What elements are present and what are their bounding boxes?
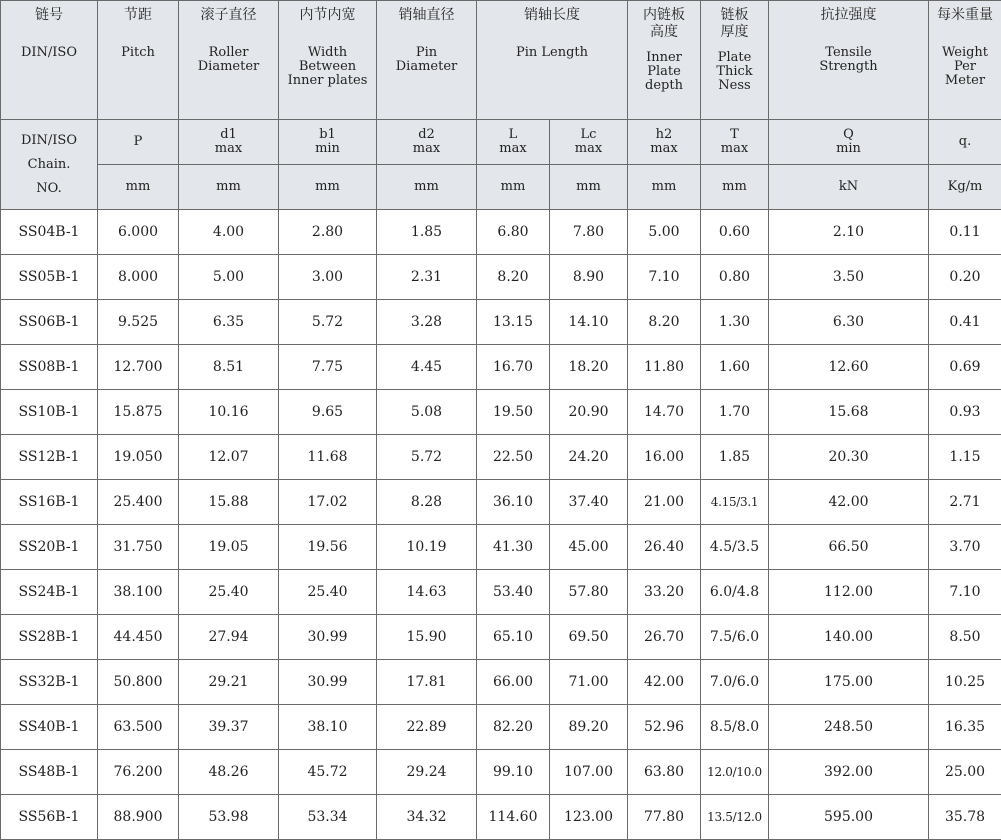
- cell-weight: 0.93: [929, 390, 1001, 435]
- header-weight-per-meter: 每米重量 Weight Per Meter: [929, 1, 1001, 120]
- cell-chain-no: SS56B-1: [1, 795, 98, 840]
- cell-tensile-strength: 595.00: [769, 795, 929, 840]
- cell-inner-width: 25.40: [279, 570, 377, 615]
- header-chain-no-sub: DIN/ISO Chain. NO.: [1, 120, 98, 210]
- cell-pin-length-l: 114.60: [477, 795, 550, 840]
- symbol-lc: Lc max: [550, 120, 628, 165]
- cell-plate-depth: 21.00: [628, 480, 701, 525]
- cell-plate-thickness: 1.60: [701, 345, 769, 390]
- unit-d2: mm: [377, 165, 477, 210]
- symbol-h2: h2 max: [628, 120, 701, 165]
- cell-pin-diameter: 10.19: [377, 525, 477, 570]
- header-pitch: 节距 Pitch: [98, 1, 179, 120]
- symbol-d2: d2 max: [377, 120, 477, 165]
- cell-pin-length-l: 66.00: [477, 660, 550, 705]
- header-chain-no: 链号 DIN/ISO: [1, 1, 98, 120]
- cell-pin-length-lc: 37.40: [550, 480, 628, 525]
- cell-pitch: 19.050: [98, 435, 179, 480]
- cell-weight: 0.41: [929, 300, 1001, 345]
- cell-tensile-strength: 12.60: [769, 345, 929, 390]
- cell-pin-length-lc: 24.20: [550, 435, 628, 480]
- cell-plate-thickness: 0.80: [701, 255, 769, 300]
- cell-weight: 8.50: [929, 615, 1001, 660]
- cell-pin-diameter: 8.28: [377, 480, 477, 525]
- table-row: [1, 210, 1001, 255]
- cell-pin-diameter: 5.08: [377, 390, 477, 435]
- cell-pin-length-l: 82.20: [477, 705, 550, 750]
- cell-pin-length-l: 22.50: [477, 435, 550, 480]
- cell-roller-diameter: 10.16: [179, 390, 279, 435]
- unit-pitch: mm: [98, 165, 179, 210]
- cell-pin-length-lc: 107.00: [550, 750, 628, 795]
- cell-roller-diameter: 4.00: [179, 210, 279, 255]
- table-row: [1, 435, 1001, 480]
- cell-plate-depth: 11.80: [628, 345, 701, 390]
- cell-pitch: 50.800: [98, 660, 179, 705]
- cell-tensile-strength: 3.50: [769, 255, 929, 300]
- cell-roller-diameter: 27.94: [179, 615, 279, 660]
- cell-pin-length-l: 53.40: [477, 570, 550, 615]
- cell-inner-width: 9.65: [279, 390, 377, 435]
- cell-tensile-strength: 392.00: [769, 750, 929, 795]
- cell-roller-diameter: 6.35: [179, 300, 279, 345]
- cell-pitch: 25.400: [98, 480, 179, 525]
- header-roller-diameter: 滚子直径 Roller Diameter: [179, 1, 279, 120]
- unit-weight: Kg/m: [929, 165, 1001, 210]
- cell-inner-width: 30.99: [279, 660, 377, 705]
- cell-inner-width: 53.34: [279, 795, 377, 840]
- cell-roller-diameter: 48.26: [179, 750, 279, 795]
- cell-pin-length-lc: 57.80: [550, 570, 628, 615]
- cell-weight: 35.78: [929, 795, 1001, 840]
- cell-inner-width: 3.00: [279, 255, 377, 300]
- cell-roller-diameter: 53.98: [179, 795, 279, 840]
- table-row: [1, 525, 1001, 570]
- symbol-d1: d1 max: [179, 120, 279, 165]
- cell-pitch: 15.875: [98, 390, 179, 435]
- cell-plate-thickness: 0.60: [701, 210, 769, 255]
- unit-b1: mm: [279, 165, 377, 210]
- cell-pin-length-l: 65.10: [477, 615, 550, 660]
- cell-weight: 0.69: [929, 345, 1001, 390]
- unit-h2: mm: [628, 165, 701, 210]
- cell-pin-length-l: 41.30: [477, 525, 550, 570]
- cell-tensile-strength: 2.10: [769, 210, 929, 255]
- header-tensile-strength: 抗拉强度 Tensile Strength: [769, 1, 929, 120]
- cell-weight: 2.71: [929, 480, 1001, 525]
- cell-pin-length-lc: 14.10: [550, 300, 628, 345]
- cell-plate-depth: 42.00: [628, 660, 701, 705]
- cell-plate-depth: 26.70: [628, 615, 701, 660]
- cell-pin-length-lc: 123.00: [550, 795, 628, 840]
- cell-plate-depth: 5.00: [628, 210, 701, 255]
- cell-pin-diameter: 17.81: [377, 660, 477, 705]
- cell-pin-length-lc: 71.00: [550, 660, 628, 705]
- cell-chain-no: SS24B-1: [1, 570, 98, 615]
- cell-chain-no: SS05B-1: [1, 255, 98, 300]
- cell-plate-depth: 63.80: [628, 750, 701, 795]
- cell-pitch: 9.525: [98, 300, 179, 345]
- cell-plate-thickness: 8.5/8.0: [701, 705, 769, 750]
- table-row: [1, 570, 1001, 615]
- cell-chain-no: SS12B-1: [1, 435, 98, 480]
- cell-plate-thickness: 6.0/4.8: [701, 570, 769, 615]
- cell-pin-diameter: 22.89: [377, 705, 477, 750]
- cell-plate-depth: 26.40: [628, 525, 701, 570]
- cell-pin-diameter: 29.24: [377, 750, 477, 795]
- cell-inner-width: 7.75: [279, 345, 377, 390]
- cell-chain-no: SS16B-1: [1, 480, 98, 525]
- table-row: [1, 750, 1001, 795]
- header-pin-length: 销轴长度 Pin Length: [477, 1, 628, 120]
- cell-pitch: 6.000: [98, 210, 179, 255]
- cell-weight: 0.11: [929, 210, 1001, 255]
- table-row: [1, 795, 1001, 840]
- header-inner-plate-depth: 内链板 高度 Inner Plate depth: [628, 1, 701, 120]
- cell-weight: 3.70: [929, 525, 1001, 570]
- header-pin-diameter: 销轴直径 Pin Diameter: [377, 1, 477, 120]
- header-plate-thickness: 链板 厚度 Plate Thick Ness: [701, 1, 769, 120]
- cell-plate-thickness: 1.70: [701, 390, 769, 435]
- cell-tensile-strength: 6.30: [769, 300, 929, 345]
- cell-pin-length-lc: 20.90: [550, 390, 628, 435]
- cell-pin-length-lc: 89.20: [550, 705, 628, 750]
- cell-inner-width: 30.99: [279, 615, 377, 660]
- cell-roller-diameter: 12.07: [179, 435, 279, 480]
- cell-pin-length-l: 99.10: [477, 750, 550, 795]
- cell-plate-depth: 14.70: [628, 390, 701, 435]
- symbol-t: T max: [701, 120, 769, 165]
- cell-pin-length-l: 16.70: [477, 345, 550, 390]
- cell-inner-width: 2.80: [279, 210, 377, 255]
- table-row: [1, 300, 1001, 345]
- cell-tensile-strength: 112.00: [769, 570, 929, 615]
- cell-pin-length-lc: 69.50: [550, 615, 628, 660]
- table-row: [1, 615, 1001, 660]
- cell-plate-thickness: 4.15/3.1: [701, 480, 769, 525]
- cell-tensile-strength: 20.30: [769, 435, 929, 480]
- cell-plate-depth: 7.10: [628, 255, 701, 300]
- cell-inner-width: 17.02: [279, 480, 377, 525]
- table-row: [1, 705, 1001, 750]
- cell-chain-no: SS28B-1: [1, 615, 98, 660]
- cell-weight: 7.10: [929, 570, 1001, 615]
- cell-weight: 10.25: [929, 660, 1001, 705]
- unit-t: mm: [701, 165, 769, 210]
- unit-l: mm: [477, 165, 550, 210]
- cell-chain-no: SS32B-1: [1, 660, 98, 705]
- cell-weight: 25.00: [929, 750, 1001, 795]
- cell-weight: 1.15: [929, 435, 1001, 480]
- cell-pitch: 63.500: [98, 705, 179, 750]
- cell-inner-width: 45.72: [279, 750, 377, 795]
- cell-roller-diameter: 8.51: [179, 345, 279, 390]
- header-inner-width: 内节内宽 Width Between Inner plates: [279, 1, 377, 120]
- table-body: [1, 210, 1001, 840]
- cell-pin-diameter: 34.32: [377, 795, 477, 840]
- cell-tensile-strength: 140.00: [769, 615, 929, 660]
- cell-tensile-strength: 15.68: [769, 390, 929, 435]
- cell-pin-diameter: 4.45: [377, 345, 477, 390]
- cell-plate-depth: 77.80: [628, 795, 701, 840]
- cell-pitch: 8.000: [98, 255, 179, 300]
- table-row: [1, 255, 1001, 300]
- cell-pin-diameter: 14.63: [377, 570, 477, 615]
- cell-roller-diameter: 5.00: [179, 255, 279, 300]
- cell-chain-no: SS20B-1: [1, 525, 98, 570]
- cell-pin-length-l: 19.50: [477, 390, 550, 435]
- cell-pin-length-lc: 18.20: [550, 345, 628, 390]
- cell-pin-length-l: 6.80: [477, 210, 550, 255]
- symbol-weight: q.: [929, 120, 1001, 165]
- cell-pitch: 76.200: [98, 750, 179, 795]
- unit-q: kN: [769, 165, 929, 210]
- cell-pitch: 12.700: [98, 345, 179, 390]
- table-header: [1, 1, 1001, 210]
- cell-chain-no: SS40B-1: [1, 705, 98, 750]
- cell-plate-thickness: 7.5/6.0: [701, 615, 769, 660]
- cell-pitch: 88.900: [98, 795, 179, 840]
- cell-weight: 16.35: [929, 705, 1001, 750]
- cell-chain-no: SS08B-1: [1, 345, 98, 390]
- symbol-b1: b1 min: [279, 120, 377, 165]
- cell-plate-depth: 16.00: [628, 435, 701, 480]
- cell-roller-diameter: 19.05: [179, 525, 279, 570]
- symbol-l: L max: [477, 120, 550, 165]
- cell-pin-diameter: 1.85: [377, 210, 477, 255]
- cell-pitch: 38.100: [98, 570, 179, 615]
- cell-pin-diameter: 2.31: [377, 255, 477, 300]
- cell-tensile-strength: 42.00: [769, 480, 929, 525]
- cell-tensile-strength: 248.50: [769, 705, 929, 750]
- cell-pin-diameter: 5.72: [377, 435, 477, 480]
- cell-pin-length-lc: 45.00: [550, 525, 628, 570]
- cell-pitch: 31.750: [98, 525, 179, 570]
- cell-plate-thickness: 13.5/12.0: [701, 795, 769, 840]
- cell-chain-no: SS48B-1: [1, 750, 98, 795]
- cell-plate-thickness: 12.0/10.0: [701, 750, 769, 795]
- cell-weight: 0.20: [929, 255, 1001, 300]
- cell-plate-depth: 33.20: [628, 570, 701, 615]
- cell-chain-no: SS06B-1: [1, 300, 98, 345]
- symbol-pitch: P: [98, 120, 179, 165]
- cell-inner-width: 19.56: [279, 525, 377, 570]
- cell-inner-width: 11.68: [279, 435, 377, 480]
- cell-pin-length-l: 36.10: [477, 480, 550, 525]
- symbol-q: Q min: [769, 120, 929, 165]
- cell-inner-width: 5.72: [279, 300, 377, 345]
- cell-plate-thickness: 1.30: [701, 300, 769, 345]
- cell-plate-thickness: 1.85: [701, 435, 769, 480]
- cell-pin-length-l: 8.20: [477, 255, 550, 300]
- cell-roller-diameter: 29.21: [179, 660, 279, 705]
- cell-plate-thickness: 7.0/6.0: [701, 660, 769, 705]
- table-row: [1, 480, 1001, 525]
- cell-pin-length-l: 13.15: [477, 300, 550, 345]
- unit-d1: mm: [179, 165, 279, 210]
- cell-chain-no: SS04B-1: [1, 210, 98, 255]
- table-row: [1, 660, 1001, 705]
- cell-plate-depth: 8.20: [628, 300, 701, 345]
- cell-plate-thickness: 4.5/3.5: [701, 525, 769, 570]
- cell-roller-diameter: 15.88: [179, 480, 279, 525]
- table-row: [1, 390, 1001, 435]
- cell-pin-diameter: 3.28: [377, 300, 477, 345]
- table-row: [1, 345, 1001, 390]
- cell-pin-length-lc: 8.90: [550, 255, 628, 300]
- cell-pin-diameter: 15.90: [377, 615, 477, 660]
- cell-roller-diameter: 25.40: [179, 570, 279, 615]
- cell-tensile-strength: 66.50: [769, 525, 929, 570]
- cell-chain-no: SS10B-1: [1, 390, 98, 435]
- cell-roller-diameter: 39.37: [179, 705, 279, 750]
- cell-pin-length-lc: 7.80: [550, 210, 628, 255]
- cell-plate-depth: 52.96: [628, 705, 701, 750]
- unit-lc: mm: [550, 165, 628, 210]
- cell-inner-width: 38.10: [279, 705, 377, 750]
- cell-pitch: 44.450: [98, 615, 179, 660]
- cell-tensile-strength: 175.00: [769, 660, 929, 705]
